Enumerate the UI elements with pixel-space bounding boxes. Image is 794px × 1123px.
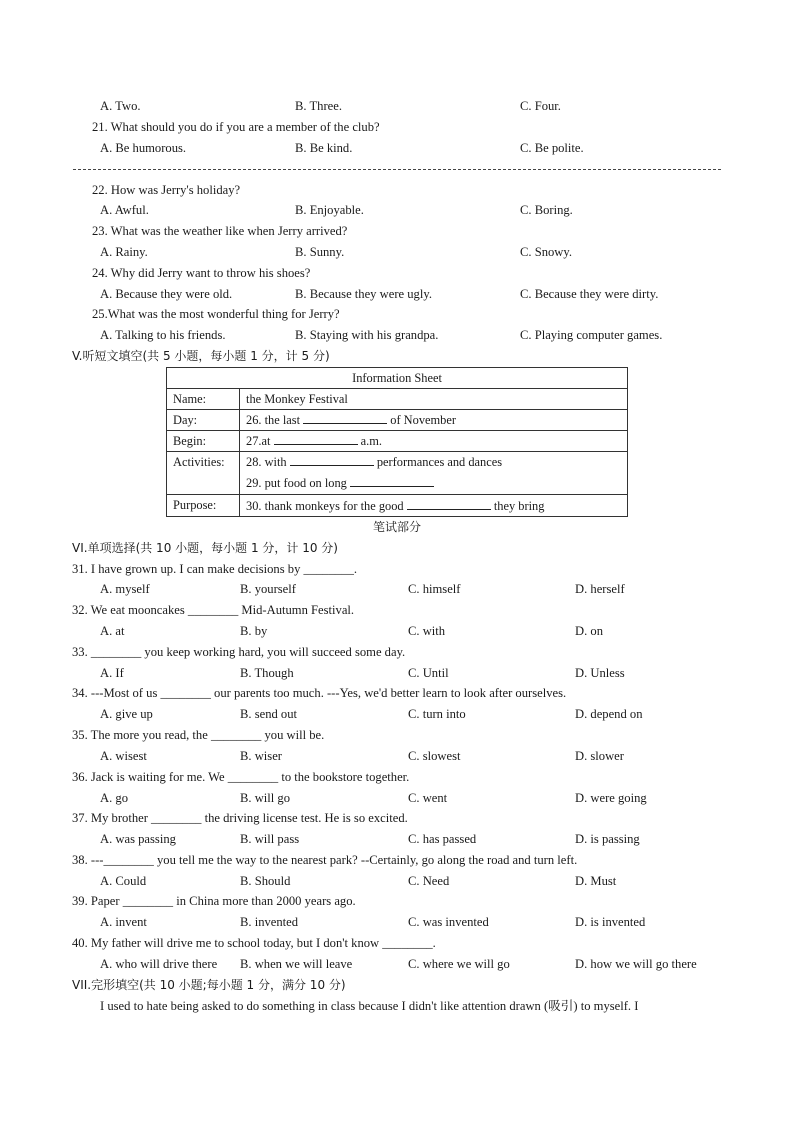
row-value-purpose [240,495,628,517]
q33-option-c: C. Until [408,666,449,680]
q22-option-c: C. Boring. [520,203,573,217]
q23-option-c: C. Snowy. [520,245,573,259]
q21-stem: 21. What should you do if you are a member of the club? [92,120,380,134]
q25-stem: 25.What was the most wonderful thing for Jerry? [92,307,340,321]
q32-option-d: D. on [575,624,603,638]
q30-prefix: 30. thank monkeys for the good [246,498,404,513]
information-sheet-table [166,367,628,517]
q20-option-b: B. Three. [295,99,342,113]
row-label-day: Day: [167,410,240,431]
row-value-begin [240,431,628,452]
q26-suffix: of November [390,413,456,427]
q21-option-a: A. Be humorous. [100,141,187,155]
q20-option-c: C. Four. [520,99,561,113]
q39-stem: 39. Paper ________ in China more than 2000 years ago. [72,894,356,908]
row-label-activities: Activities: [167,452,240,495]
q35-option-b: B. wiser [240,749,282,763]
q38-option-c: C. Need [408,874,450,888]
cloze-paragraph: I used to hate being asked to do something in class because I didn't like attention drawn (吸引) to myself. I [100,999,639,1013]
q27-suffix: a.m. [360,434,382,448]
q33-stem: 33. ________ you keep working hard, you will succeed some day. [72,645,406,659]
q20-option-a: A. Two. [100,99,141,113]
q31-option-d: D. herself [575,582,625,596]
q32-stem: 32. We eat mooncakes ________ Mid-Autumn Festival. [72,603,355,617]
q36-option-d: D. were going [575,791,647,805]
q26-blank[interactable] [303,412,387,424]
q33-option-a: A. If [100,666,124,680]
q24-option-c: C. Because they were dirty. [520,287,659,301]
q27-blank[interactable] [274,433,358,445]
q34-option-d: D. depend on [575,707,643,721]
table-title: Information Sheet [167,368,628,389]
q23-option-b: B. Sunny. [295,245,345,259]
q36-option-c: C. went [408,791,448,805]
row-label-begin: Begin: [167,431,240,452]
q25-option-b: B. Staying with his grandpa. [295,328,439,342]
q28-line [246,452,621,473]
q34-option-c: C. turn into [408,707,466,721]
q39-option-a: A. invent [100,915,147,929]
q31-option-a: A. myself [100,582,150,596]
q36-stem: 36. Jack is waiting for me. We ________ to the bookstore together. [72,770,410,784]
section-vii-heading: VII.完形填空(共 10 小题;每小题 1 分，满分 10 分) [72,978,346,992]
q30-blank[interactable] [407,498,491,510]
q25-option-c: C. Playing computer games. [520,328,663,342]
q32-option-c: C. with [408,624,446,638]
q29-blank[interactable] [350,475,434,487]
q38-option-d: D. Must [575,874,617,888]
q24-option-b: B. Because they were ugly. [295,287,432,301]
q22-option-a: A. Awful. [100,203,149,217]
q39-option-b: B. invented [240,915,299,929]
q28-prefix: 28. with [246,455,287,469]
q36-option-a: A. go [100,791,128,805]
q34-option-b: B. send out [240,707,298,721]
q31-stem: 31. I have grown up. I can make decisions by ________. [72,562,358,576]
q37-option-d: D. is passing [575,832,640,846]
dashed-divider [73,169,721,170]
q35-option-c: C. slowest [408,749,461,763]
q38-option-a: A. Could [100,874,147,888]
q40-option-b: B. when we will leave [240,957,353,971]
q37-stem: 37. My brother ________ the driving license test. He is so excited. [72,811,408,825]
q40-option-d: D. how we will go there [575,957,697,971]
q27-prefix: 27.at [246,434,271,448]
q34-option-a: A. give up [100,707,153,721]
q33-option-d: D. Unless [575,666,625,680]
q35-stem: 35. The more you read, the ________ you will be. [72,728,325,742]
q30-suffix: they bring [493,498,545,513]
q24-option-a: A. Because they were old. [100,287,233,301]
row-label-name: Name: [167,389,240,410]
q37-option-c: C. has passed [408,832,477,846]
q34-stem: 34. ---Most of us ________ our parents too much. ---Yes, we'd better learn to look after ourselves. [72,686,567,700]
q21-option-b: B. Be kind. [295,141,353,155]
q37-option-a: A. was passing [100,832,176,846]
festival-name: the Monkey Festival [246,391,348,406]
q29-prefix: 29. put food on long [246,476,347,490]
q23-stem: 23. What was the weather like when Jerry arrived? [92,224,348,238]
section-v-heading: V.听短文填空(共 5 小题，每小题 1 分，计 5 分) [72,349,330,363]
q25-option-a: A. Talking to his friends. [100,328,226,342]
q36-option-b: B. will go [240,791,291,805]
q33-option-b: B. Though [240,666,294,680]
q31-option-c: C. himself [408,582,461,596]
q38-stem: 38. ---________ you tell me the way to the nearest park? --Certainly, go along the road and turn left. [72,853,578,867]
section-vi-heading: VI.单项选择(共 10 小题，每小题 1 分，计 10 分) [72,541,338,555]
row-label-purpose: Purpose: [167,495,240,517]
q40-stem: 40. My father will drive me to school today, but I don't know ________. [72,936,436,950]
q39-option-c: C. was invented [408,915,489,929]
q22-option-b: B. Enjoyable. [295,203,364,217]
q39-option-d: D. is invented [575,915,646,929]
row-value-name [240,389,628,410]
q24-stem: 24. Why did Jerry want to throw his shoes? [92,266,311,280]
q29-line [246,473,621,494]
q37-option-b: B. will pass [240,832,300,846]
q21-option-c: C. Be polite. [520,141,584,155]
q32-option-a: A. at [100,624,125,638]
q22-stem: 22. How was Jerry's holiday? [92,183,241,197]
row-value-activities [240,452,628,495]
q28-blank[interactable] [290,454,374,466]
q28-suffix: performances and dances [376,455,503,469]
q32-option-b: B. by [240,624,268,638]
q40-option-a: A. who will drive there [100,957,218,971]
q31-option-b: B. yourself [240,582,296,596]
q38-option-b: B. Should [240,874,291,888]
q35-option-a: A. wisest [100,749,147,763]
q35-option-d: D. slower [575,749,624,763]
q26-prefix: 26. the last [246,413,301,427]
q23-option-a: A. Rainy. [100,245,148,259]
row-value-day [240,410,628,431]
written-part-heading: 笔试部分 [372,520,421,534]
q40-option-c: C. where we will go [408,957,510,971]
